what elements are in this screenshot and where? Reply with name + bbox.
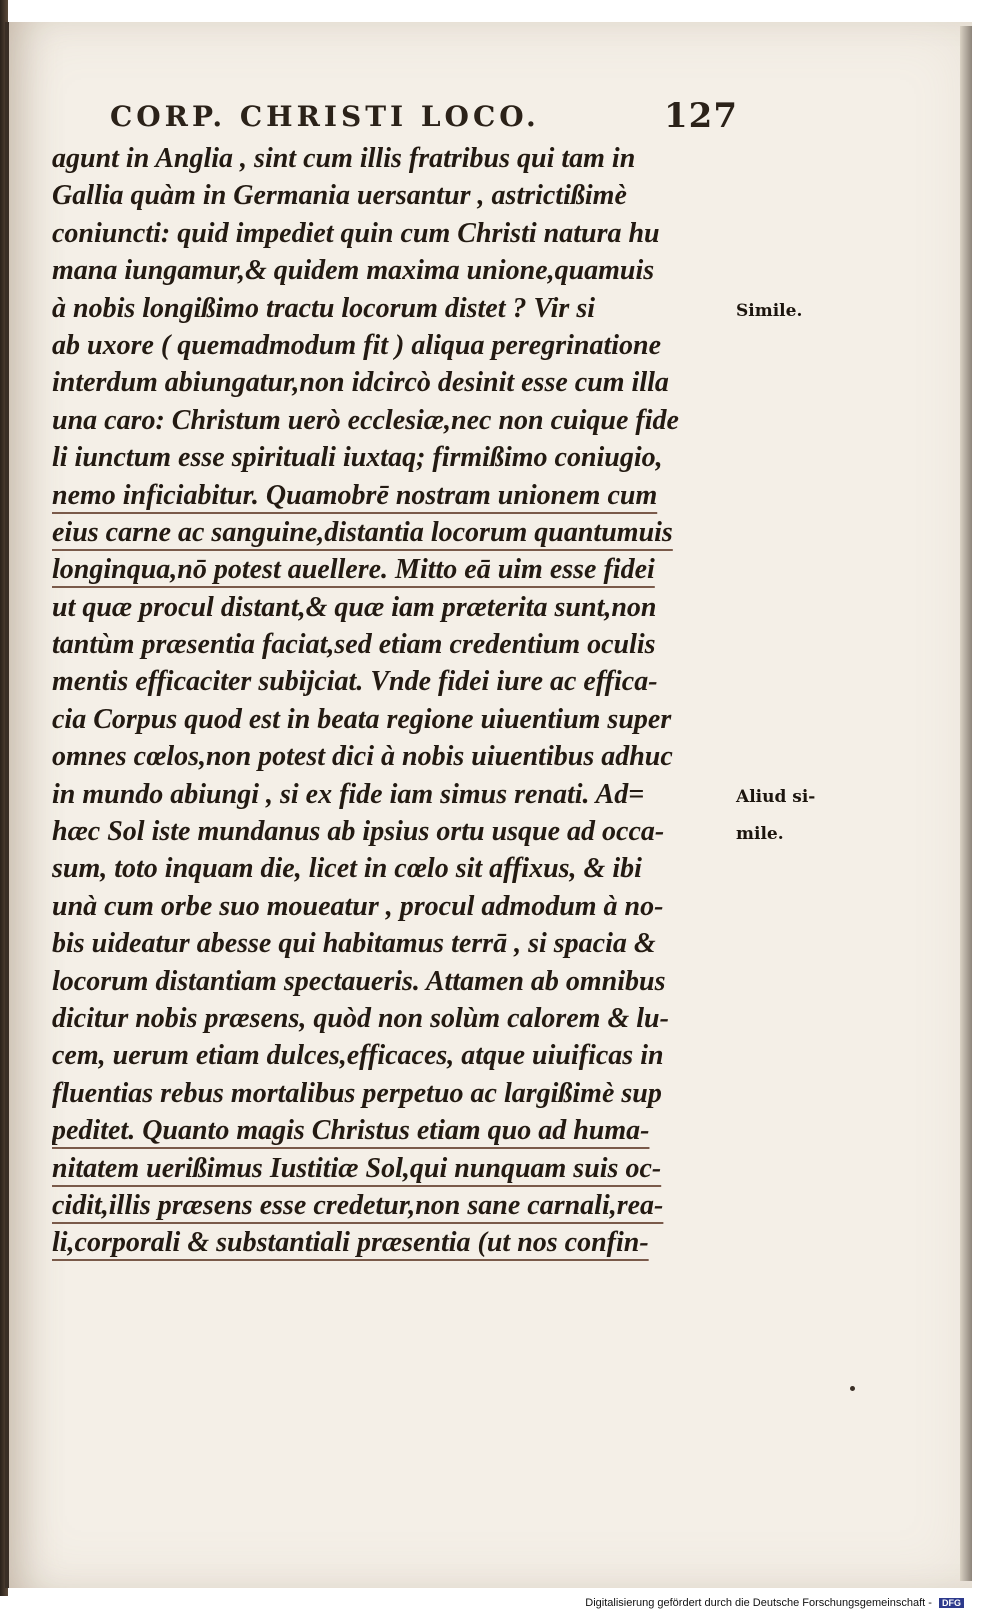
margin-note: Aliud si- bbox=[736, 786, 816, 807]
text-line: mentis efficaciter subijciat. Vnde fidei iure ac effica- bbox=[52, 666, 658, 698]
text-line: cia Corpus quod est in beata regione uiuentium super bbox=[52, 703, 672, 735]
text-line: coniuncti: quid impediet quin cum Christi natura hu bbox=[52, 217, 660, 249]
margin-note: Simile. bbox=[736, 300, 803, 321]
text-line: agunt in Anglia , sint cum illis fratribus qui tam in bbox=[52, 143, 636, 174]
text-line: Gallia quàm in Germania uersantur , astrictißimè bbox=[52, 180, 627, 212]
text-line: una caro: Christum uerò ecclesiæ,nec non cuique fide bbox=[52, 404, 679, 436]
page-edge bbox=[960, 26, 972, 1581]
funding-credit: Digitalisierung gefördert durch die Deutsche Forschungsgemeinschaft - bbox=[585, 1597, 932, 1609]
text-line: cidit,illis præsens esse credetur,non sane carnali,rea- bbox=[52, 1189, 664, 1221]
text-line: sum, toto inquam die, licet in cœlo sit affixus, & ibi bbox=[52, 853, 642, 885]
text-line: nitatem uerißimus Iustitiæ Sol,qui nunquam suis oc- bbox=[52, 1152, 662, 1184]
text-line: locorum distantiam spectaueris. Attamen ab omnibus bbox=[52, 965, 666, 997]
text-line: omnes cœlos,non potest dici à nobis uiuentibus adhuc bbox=[52, 741, 673, 773]
text-line: mana iungamur,& quidem maxima unione,quamuis bbox=[52, 255, 655, 287]
text-line: nemo inficiabitur. Quamobrē nostram unionem cum bbox=[52, 479, 658, 511]
text-line: li iunctum esse spirituali iuxtaq; firmißimo coniugio, bbox=[52, 442, 663, 474]
text-line: à nobis longißimo tractu locorum distet ? Vir si bbox=[52, 292, 595, 324]
text-line: peditet. Quanto magis Christus etiam quo ad huma- bbox=[52, 1115, 650, 1147]
text-line: cem, uerum etiam dulces,efficaces, atque uiuificas in bbox=[52, 1040, 664, 1072]
text-line: bis uideatur abesse qui habitamus terrā , si spacia & bbox=[52, 928, 656, 960]
text-line: fluentias rebus mortalibus perpetuo ac largißimè sup bbox=[52, 1077, 662, 1109]
text-line: eius carne ac sanguine,distantia locorum quantumuis bbox=[52, 516, 673, 548]
text-line: ut quæ procul distant,& quæ iam præterita sunt,non bbox=[52, 591, 657, 623]
text-line: ab uxore ( quemadmodum fit ) aliqua peregrinatione bbox=[52, 329, 662, 361]
page-number: 127 bbox=[664, 96, 738, 136]
body-text bbox=[52, 140, 732, 1262]
text-line: li,corporali & substantiali præsentia (ut nos confin- bbox=[52, 1227, 649, 1259]
text-line: longinqua,nō potest auellere. Mitto eā uim esse fidei bbox=[52, 554, 655, 586]
text-line: unà cum orbe suo moueatur , procul admodum à no- bbox=[52, 890, 664, 922]
digitization-footer bbox=[585, 1597, 964, 1609]
margin-note: mile. bbox=[736, 824, 784, 845]
text-line: hæc Sol iste mundanus ab ipsius ortu usque ad occa- bbox=[52, 816, 665, 848]
running-head: CORP. CHRISTI LOCO. bbox=[110, 100, 540, 133]
text-line: dicitur nobis præsens, quòd non solùm calorem & lu- bbox=[52, 1002, 669, 1034]
text-line: tantùm præsentia faciat,sed etiam credentium oculis bbox=[52, 629, 656, 661]
text-line: interdum abiungatur,non idcircò desinit esse cum illa bbox=[52, 367, 669, 399]
dfg-logo: DFG bbox=[939, 1598, 964, 1608]
text-line: in mundo abiungi , si ex fide iam simus renati. Ad= bbox=[52, 778, 645, 810]
ink-speck bbox=[850, 1386, 855, 1391]
page-header bbox=[108, 96, 738, 140]
